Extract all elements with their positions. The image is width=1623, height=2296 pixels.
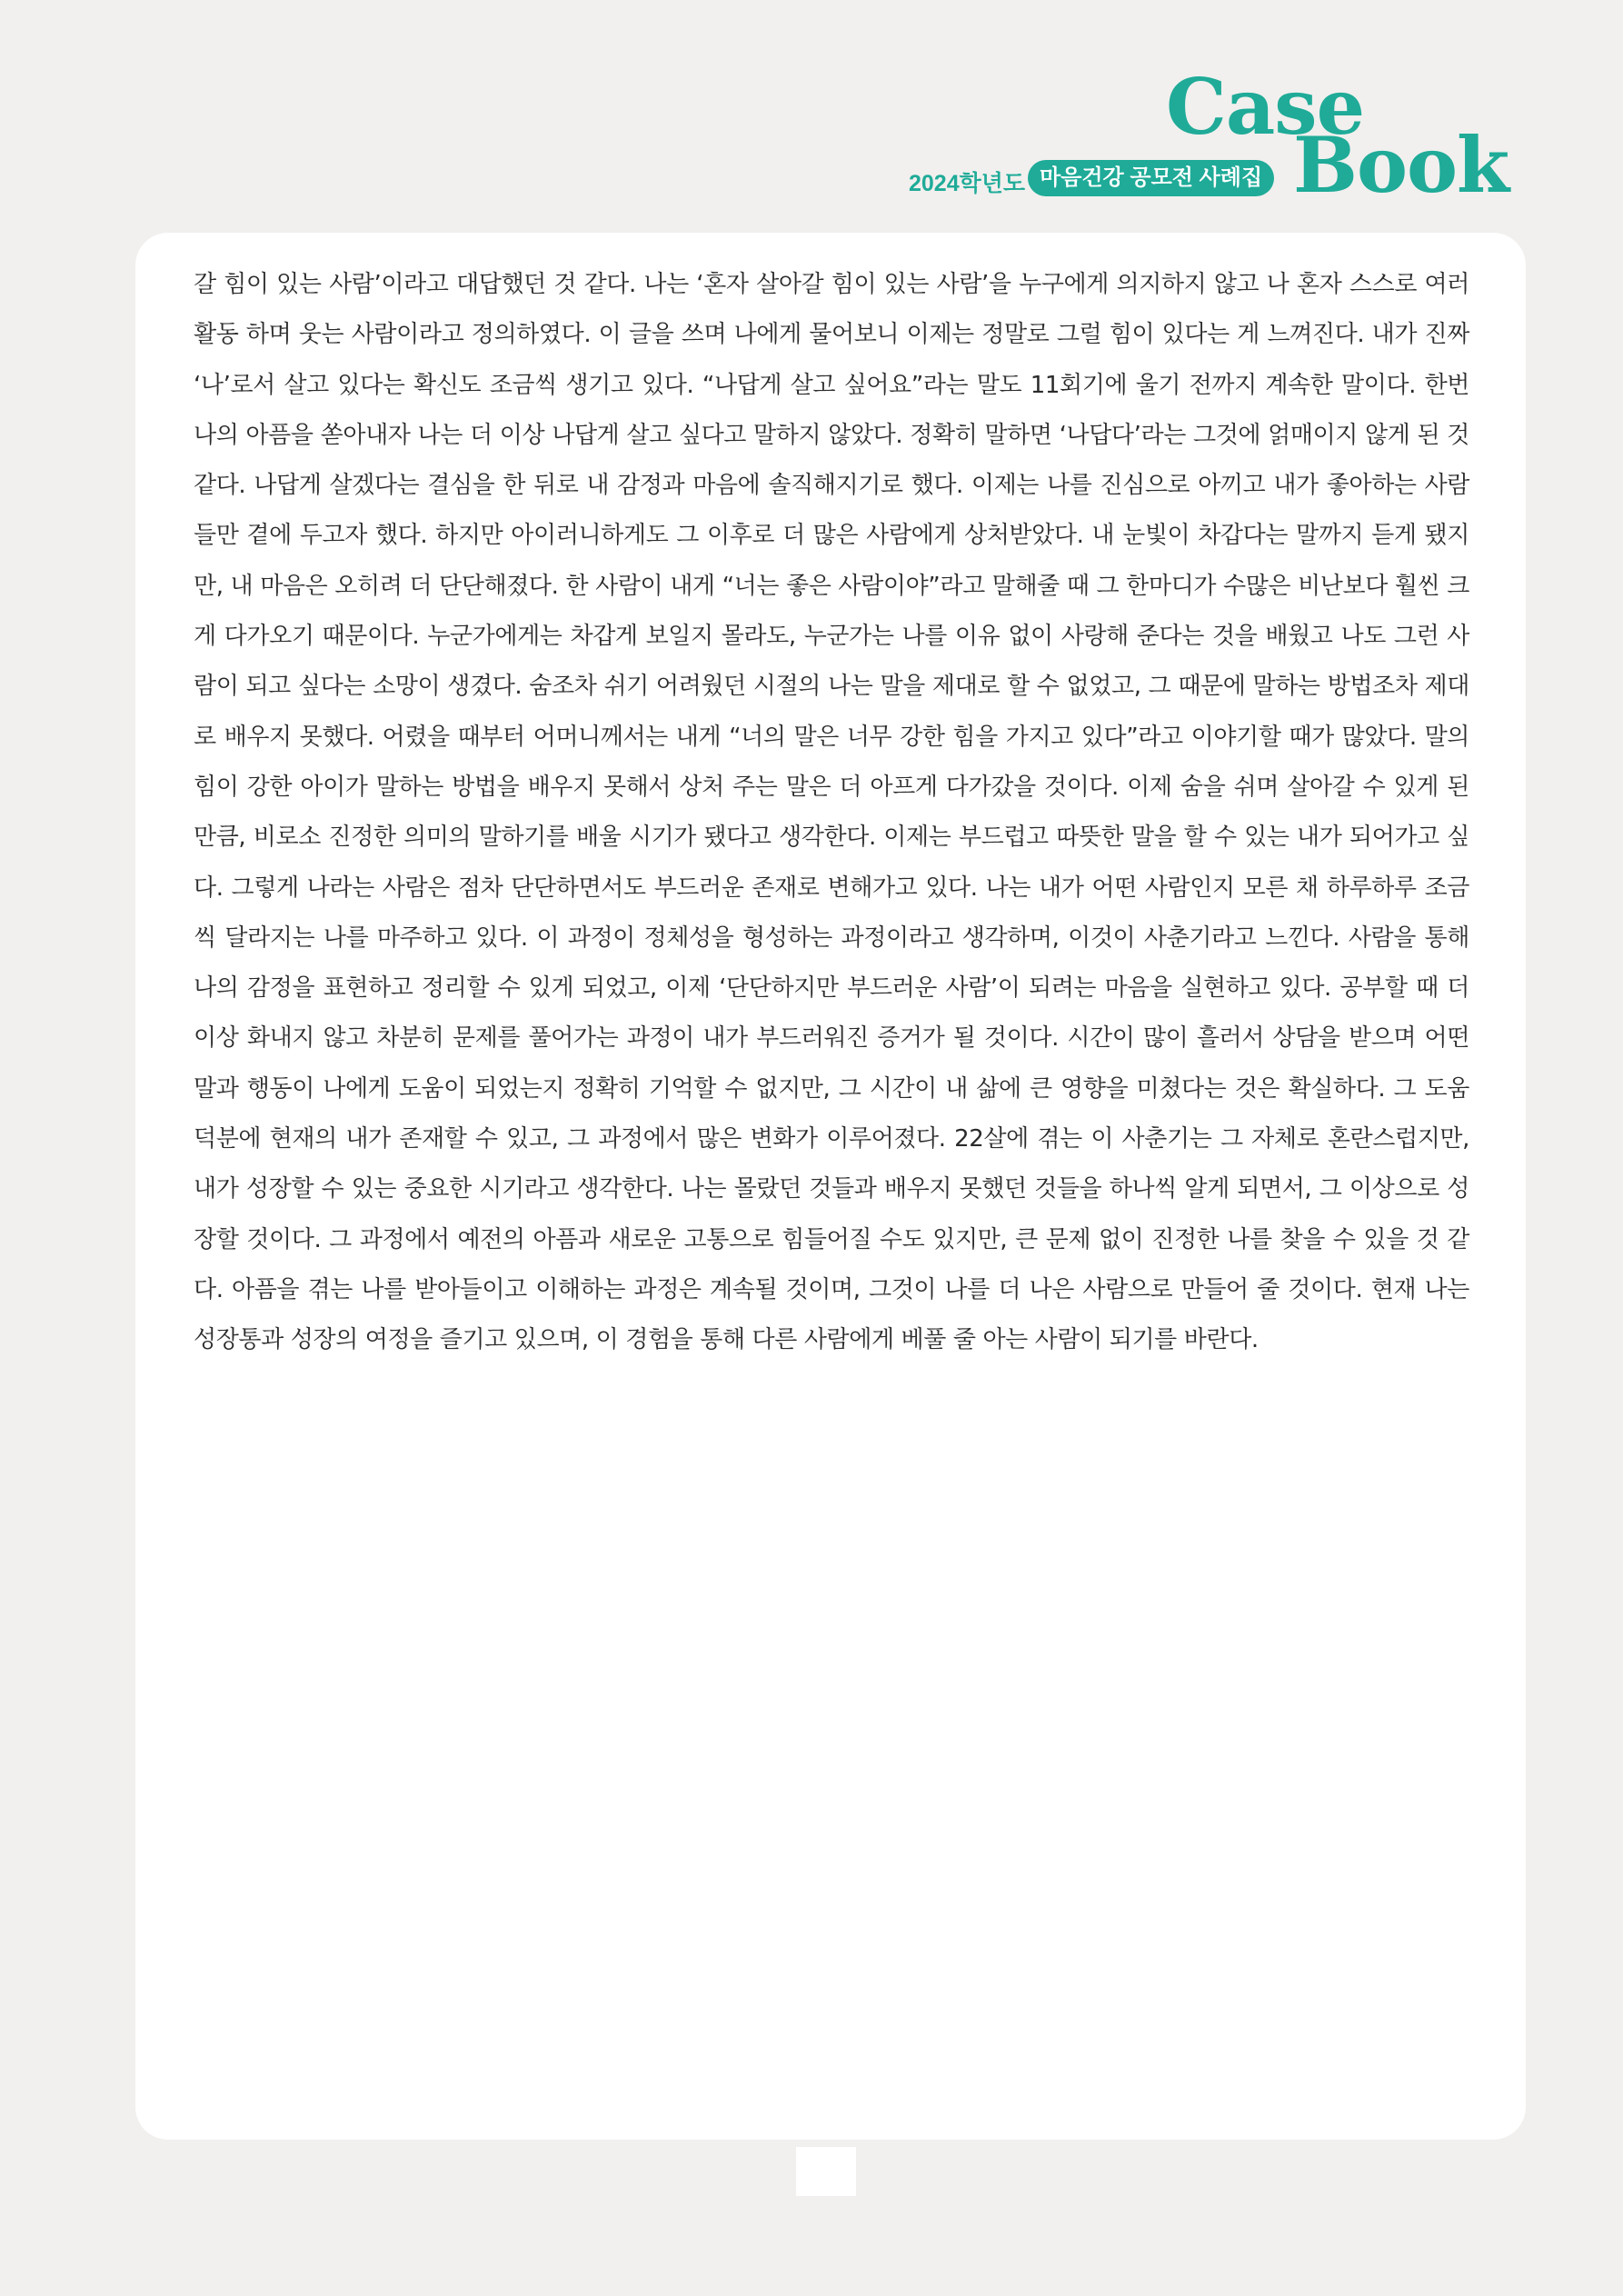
casebook-title-badge: 마음건강 공모전 사례집 — [1028, 160, 1274, 196]
page-header — [0, 0, 1623, 218]
logo-word-book: Book — [1293, 120, 1509, 210]
content-card — [135, 233, 1526, 2140]
yearbook-year-label: 2024학년도 — [909, 171, 1026, 196]
page-number-box — [796, 2147, 856, 2196]
essay-body-text: 갈 힘이 있는 사람’이라고 대답했던 것 같다. 나는 ‘혼자 살아갈 힘이 있는 사람’을 누구에게 의지하지 않고 나 혼자 스스로 여러 활동 하며 웃는 사람이라고 정의하였다. 이 글을 쓰며 나에게 물어보니 이제는 정말로 그럴 힘이 있다는 게 느껴진다. 내가 진짜 ‘나’로서 살고 있다는 확신도 조금씩 생기고 있다. “나답게 살고 싶어요”라는 말도 11회기에 울기 전까지 계속한 말이다. 한번 나의 아픔을 쏟아내자 나는 더 이상 나답게 살고 싶다고 말하지 않았다. 정확히 말하면 ‘나답다’라는 그것에 얽매이지 않게 된 것 같다. 나답게 살겠다는 결심을 한 뒤로 내 감정과 마음에 솔직해지기로 했다. 이제는 나를 진심으로 아끼고 내가 좋아하는 사람들만 곁에 두고자 했다. 하지만 아이러니하게도 그 이후로 더 많은 사람에게 상처받았다. 내 눈빛이 차갑다는 말까지 듣게 됐지만, 내 마음은 오히려 더 단단해졌다. 한 사람이 내게 “너는 좋은 사람이야”라고 말해줄 때 그 한마디가 수많은 비난보다 훨씬 크게 다가오기 때문이다. 누군가에게는 차갑게 보일지 몰라도, 누군가는 나를 이유 없이 사랑해 준다는 것을 배웠고 나도 그런 사람이 되고 싶다는 소망이 생겼다. 숨조차 쉬기 어려웠던 시절의 나는 말을 제대로 할 수 없었고, 그 때문에 말하는 방법조차 제대로 배우지 못했다. 어렸을 때부터 어머니께서는 내게 “너의 말은 너무 강한 힘을 가지고 있다”라고 이야기할 때가 많았다. 말의 힘이 강한 아이가 말하는 방법을 배우지 못해서 상처 주는 말은 더 아프게 다가갔을 것이다. 이제 숨을 쉬며 살아갈 수 있게 된 만큼, 비로소 진정한 의미의 말하기를 배울 시기가 됐다고 생각한다. 이제는 부드럽고 따뜻한 말을 할 수 있는 내가 되어가고 싶다. 그렇게 나라는 사람은 점차 단단하면서도 부드러운 존재로 변해가고 있다. 나는 내가 어떤 사람인지 모른 채 하루하루 조금씩 달라지는 나를 마주하고 있다. 이 과정이 정체성을 형성하는 과정이라고 생각하며, 이것이 사춘기라고 느낀다. 사람을 통해 나의 감정을 표현하고 정리할 수 있게 되었고, 이제 ‘단단하지만 부드러운 사람’이 되려는 마음을 실현하고 있다. 공부할 때 더 이상 화내지 않고 차분히 문제를 풀어가는 과정이 내가 부드러워진 증거가 될 것이다. 시간이 많이 흘러서 상담을 받으며 어떤 말과 행동이 나에게 도움이 되었는지 정확히 기억할 수 없지만, 그 시간이 내 삶에 큰 영향을 미쳤다는 것은 확실하다. 그 도움 덕분에 현재의 내가 존재할 수 있고, 그 과정에서 많은 변화가 이루어졌다. 22살에 겪는 이 사춘기는 그 자체로 혼란스럽지만, 내가 성장할 수 있는 중요한 시기라고 생각한다. 나는 몰랐던 것들과 배우지 못했던 것들을 하나씩 알게 되면서, 그 이상으로 성장할 것이다. 그 과정에서 예전의 아픔과 새로운 고통으로 힘들어질 수도 있지만, 큰 문제 없이 진정한 나를 찾을 수 있을 것 같다. 아픔을 겪는 나를 받아들이고 이해하는 과정은 계속될 것이며, 그것이 나를 더 나은 사람으로 만들어 줄 것이다. 현재 나는 성장통과 성장의 여정을 즐기고 있으며, 이 경험을 통해 다른 사람에게 베풀 줄 아는 사람이 되기를 바란다. — [194, 271, 1469, 1354]
logo-word-case: Case — [1166, 62, 1365, 152]
